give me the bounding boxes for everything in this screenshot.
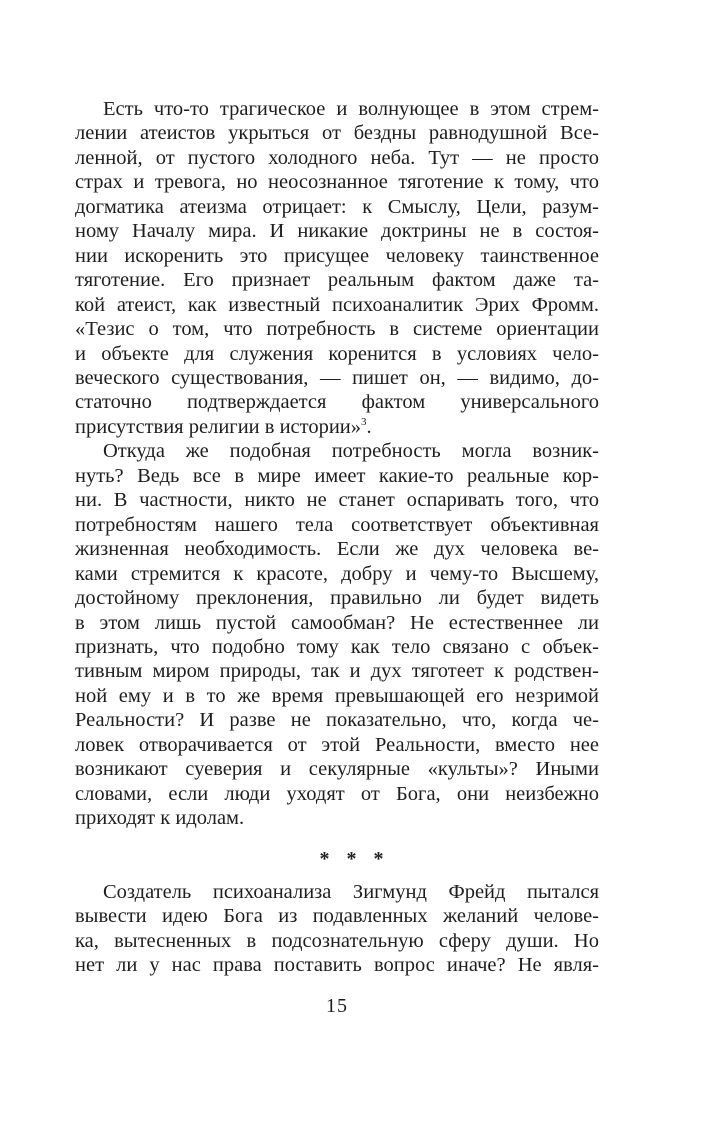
text-line: и объекте для служения коренится в условиях чело- (75, 342, 599, 365)
text-line: ному Началу мира. И никакие доктрины не в состоя- (75, 220, 599, 243)
text-line: Реальности? И разве не показательно, что, когда че- (75, 709, 599, 732)
text-line: словами, если люди уходят от Бога, они неизбежно (75, 782, 599, 805)
text-line (75, 415, 599, 439)
text-line: нии искоренить это присущее человеку таинственное (75, 244, 599, 267)
text-line: тивным миром природы, так и дух тяготеет к родствен- (75, 660, 599, 683)
text-line: нуть? Ведь все в мире имеет какие-то реальные кор- (75, 464, 599, 487)
text-line: достойному преклонения, правильно ли будет видеть (75, 587, 599, 610)
section-separator: * * * (319, 848, 390, 870)
text-line: веческого существования, — пишет он, — видимо, до- (75, 366, 599, 389)
paragraph-2 (75, 439, 599, 830)
text-line: догматика атеизма отрицает: к Смыслу, Цели, разум- (75, 195, 599, 218)
text-line: ловек отворачивается от этой Реальности, вместо нее (75, 733, 599, 756)
text-line: жизненная необходимость. Если же дух человека ве- (75, 538, 599, 561)
text-line: статочно подтверждается фактом универсального (75, 391, 599, 414)
sentence-period: . (366, 415, 372, 438)
text-line: признать, что подобно тому как тело связано с объек- (75, 635, 599, 658)
continuation-text-block (75, 880, 599, 978)
text-line: ка, вытесненных в подсознательную сферу души. Но (75, 929, 599, 952)
text-line: в этом лишь пустой самообман? Не естественнее ли (75, 611, 599, 634)
paragraph-3 (75, 880, 599, 978)
footnote-marker: 3 (361, 416, 367, 429)
text-line: кой атеист, как известный психоаналитик Эрих Фромм. (75, 293, 599, 316)
paragraph-1 (75, 97, 599, 439)
text-line: возникают суеверия и секулярные «культы»? Иными (75, 758, 599, 781)
main-text-block (75, 97, 599, 831)
text-line: страх и тревога, но неосознанное тяготение к тому, что (75, 171, 599, 194)
text-line: Создатель психоанализа Зигмунд Фрейд пытался (103, 881, 599, 903)
text-line: лении атеистов укрыться от бездны равнодушной Все- (75, 122, 599, 145)
text-line: нет ли у нас права поставить вопрос иначе? Не явля- (75, 954, 599, 977)
quote-end-text: присутствия религии в истории» (75, 415, 362, 438)
text-line: Есть что-то трагическое и волнующее в этом стрем- (103, 98, 599, 120)
text-line: вывести идею Бога из подавленных желаний челове- (75, 905, 599, 928)
page-number: 15 (326, 995, 348, 1017)
text-line: приходят к идолам. (75, 807, 245, 830)
text-line: Откуда же подобная потребность могла возник- (103, 440, 599, 463)
text-line: тяготение. Его признает реальным фактом даже та- (75, 269, 599, 292)
text-line: ни. В частности, никто не станет оспаривать того, что (75, 489, 599, 512)
text-line: ной ему и в то же время превышающей его незримой (75, 684, 599, 707)
text-line: ленной, от пустого холодного неба. Тут — не просто (75, 146, 599, 169)
text-line: «Тезис о том, что потребность в системе ориентации (75, 318, 599, 341)
text-line: ками стремится к красоте, добру и чему-то Высшему, (75, 562, 599, 585)
text-line: потребностям нашего тела соответствует объективная (75, 513, 599, 536)
